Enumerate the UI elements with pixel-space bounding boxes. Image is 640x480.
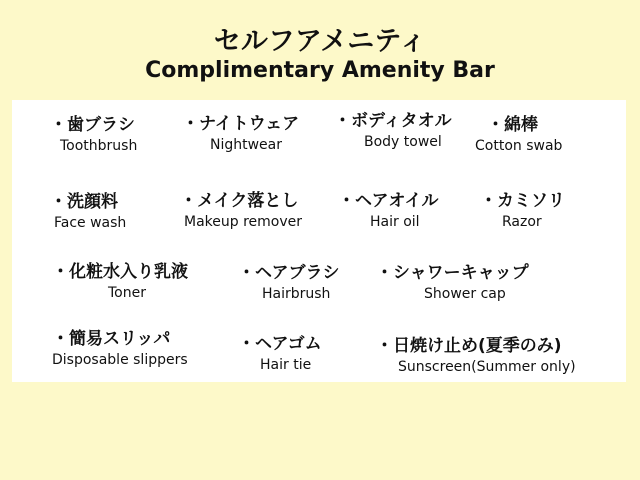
amenity-item-shower-cap [376, 262, 529, 304]
amenity-label-jp: ・化粧水入り乳液 [52, 262, 188, 282]
page-title-japanese: セルフアメニティ [213, 26, 427, 57]
amenity-item-makeup-remover [180, 190, 302, 232]
amenity-item-razor [480, 190, 565, 232]
amenity-label-en: Makeup remover [184, 214, 303, 230]
amenity-item-hair-oil [338, 190, 438, 232]
amenity-item-toner [52, 261, 188, 303]
amenity-label-jp: ・綿棒 [487, 115, 538, 135]
amenity-label-jp: ・シャワーキャップ [376, 263, 529, 283]
amenity-label-en: Sunscreen(Summer only) [398, 359, 576, 375]
amenity-item-hairbrush [238, 262, 340, 304]
amenity-label-jp: ・簡易スリッパ [52, 329, 171, 349]
amenity-item-cotton-swab [475, 114, 562, 156]
amenity-label-en: Body towel [364, 134, 442, 150]
amenity-label-jp: ・ヘアゴム [238, 334, 322, 354]
amenity-item-disposable-slippers [52, 328, 188, 370]
page-title-english: Complimentary Amenity Bar [145, 58, 495, 83]
amenity-label-en: Disposable slippers [52, 352, 188, 368]
amenity-label-jp: ・ヘアオイル [338, 191, 439, 211]
amenity-label-jp: ・日焼け止め(夏季のみ) [376, 336, 562, 356]
amenity-item-body-towel [334, 110, 452, 152]
amenity-label-en: Nightwear [210, 137, 283, 153]
amenity-label-en: Razor [502, 214, 542, 230]
amenity-label-jp: ・洗顔料 [50, 192, 118, 212]
amenity-item-face-wash [50, 191, 126, 233]
amenity-label-en: Face wash [54, 215, 127, 231]
amenity-label-en: Hair oil [370, 214, 420, 230]
amenity-label-en: Toothbrush [60, 138, 138, 154]
amenity-label-jp: ・メイク落とし [180, 191, 299, 211]
amenity-label-en: Hairbrush [262, 286, 331, 302]
amenity-label-jp: ・カミソリ [480, 191, 565, 211]
amenity-label-en: Shower cap [424, 286, 506, 302]
amenity-label-jp: ・ヘアブラシ [238, 263, 340, 283]
amenity-list-panel [12, 100, 626, 382]
amenity-item-hair-tie [238, 333, 322, 375]
amenity-item-nightwear [182, 113, 299, 155]
amenity-label-jp: ・ナイトウェア [182, 114, 300, 134]
amenity-item-sunscreen [376, 335, 576, 377]
amenity-label-en: Toner [108, 285, 146, 301]
amenity-item-toothbrush [50, 114, 137, 156]
amenity-label-en: Hair tie [260, 357, 312, 373]
amenity-label-jp: ・ボディタオル [334, 111, 452, 131]
amenity-label-jp: ・歯ブラシ [50, 115, 135, 135]
amenity-label-en: Cotton swab [475, 138, 563, 154]
